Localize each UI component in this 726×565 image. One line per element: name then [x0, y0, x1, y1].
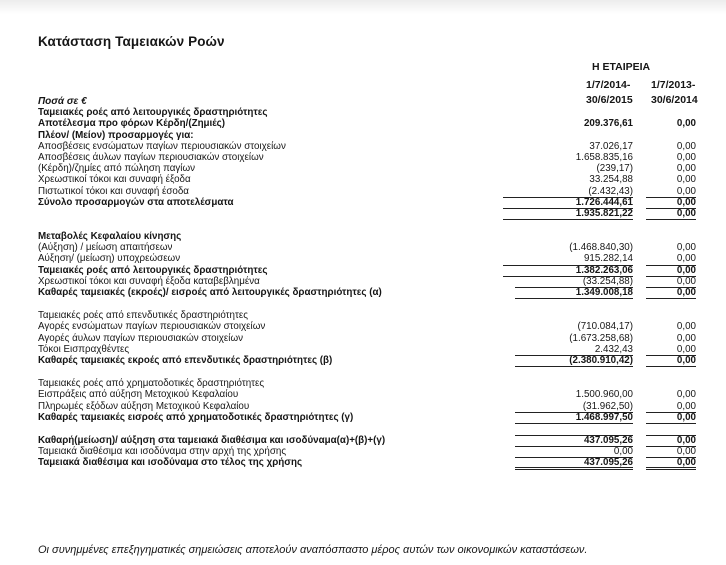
value-2014: 0,00	[676, 332, 696, 344]
table-row	[38, 242, 700, 253]
section-heading	[38, 231, 700, 242]
value-2015: (1.468.840,30)	[569, 242, 633, 254]
value-2014: 0,00	[676, 242, 696, 254]
period-2014-start: 1/7/2013-	[651, 79, 696, 91]
value-2015: 2.432,43	[594, 343, 633, 355]
section-heading	[38, 107, 700, 118]
value-2014: 0,00	[676, 321, 696, 333]
row-label: Καθαρή(μείωση)/ αύξηση στα ταμειακά διαθέσιμα και ισοδύναμα(α)+(β)+(γ)	[38, 434, 386, 446]
total-row	[38, 208, 700, 219]
value-2014: 0,00	[646, 355, 696, 366]
company-column-header: Η ΕΤΑΙΡΕΙΑ	[592, 61, 651, 73]
row-label: Τόκοι Εισπραχθέντες	[38, 343, 130, 355]
row-label: (Αύξηση) / μείωση απαιτήσεων	[38, 242, 173, 254]
row-label: Πληρωμές εξόδων αύξηση Μετοχικού Κεφαλαίου	[38, 400, 250, 412]
subtotal-row	[38, 265, 700, 276]
unit-label: Ποσά σε €	[38, 96, 87, 107]
value-2015: 1.658.835,16	[575, 151, 633, 163]
row-label: Πλέον/ (Μείον) προσαρμογές για:	[38, 129, 194, 141]
spacer	[38, 366, 700, 378]
net-change-row	[38, 435, 700, 446]
row-label: Αποσβέσεις άυλων παγίων περιουσιακών στοιχείων	[38, 151, 264, 163]
row-label: Καθαρές ταμειακές (εκροές)/ εισροές από λειτουργικές δραστηριότητες (α)	[38, 287, 382, 298]
value-2014: 0,00	[676, 253, 696, 265]
row-label: Σύνολο προσαρμογών στα αποτελέσματα	[38, 196, 234, 208]
row-label: Καθαρές ταμειακές εκροές από επενδυτικές δραστηριότητες (β)	[38, 354, 333, 366]
value-2015: 33.254,88	[589, 174, 633, 186]
table-row	[38, 253, 700, 264]
value-2015: (2.432,43)	[588, 185, 633, 197]
value-2015: (33.254,88)	[582, 275, 633, 287]
value-2015: 1.382.263,06	[503, 265, 633, 276]
value-2014: 0,00	[676, 140, 696, 152]
table-row	[38, 186, 700, 197]
row-label: Αύξηση/ (μείωση) υποχρεώσεων	[38, 253, 181, 265]
value-2014: 0,00	[676, 163, 696, 175]
value-2015: (710.084,17)	[577, 321, 633, 333]
value-2014: 0,00	[676, 151, 696, 163]
value-2014: 0,00	[646, 457, 696, 468]
row-label: Χρεωστικοί τόκοι και συναφή έξοδα	[38, 174, 191, 186]
period-2015-start: 1/7/2014-	[586, 79, 631, 91]
value-2015: 1.726.444,61	[503, 197, 633, 208]
row-label: Εισπράξεις από αύξηση Μετοχικού Κεφαλαίου	[38, 389, 239, 401]
spacer	[38, 298, 700, 310]
value-2014: 0,00	[646, 197, 696, 208]
value-2015: 915.282,14	[583, 253, 633, 265]
period-2014-end: 30/6/2014	[651, 94, 698, 106]
value-2014: 0,00	[676, 275, 696, 287]
section-heading	[38, 378, 700, 389]
top-shadow	[0, 0, 726, 14]
value-2015: (2.380.910,42)	[515, 355, 633, 366]
total-row	[38, 287, 700, 298]
total-row	[38, 355, 700, 366]
table-row	[38, 152, 700, 163]
footer-note: Οι συνημμένες επεξηγηματικές σημειώσεις αποτελούν αναπόσπαστο μέρος αυτών των οικονομικών καταστάσεων.	[38, 544, 588, 556]
spacer	[38, 423, 700, 435]
value-2014: 0,00	[676, 389, 696, 401]
value-2015: 1.500.960,00	[575, 389, 633, 401]
table-row	[38, 321, 700, 332]
table-row	[38, 163, 700, 174]
row-label: Αποτέλεσμα προ φόρων Κέρδη/(Ζημιές)	[38, 118, 226, 130]
value-2014: 0,00	[676, 446, 696, 458]
value-2014: 0,00	[676, 118, 696, 130]
row-label: Ταμειακές ροές από λειτουργικές δραστηριότητες	[38, 264, 268, 276]
value-2015: 1.468.997,50	[515, 412, 633, 423]
value-2015: 209.376,61	[583, 118, 633, 130]
value-2015: 1.935.821,22	[503, 208, 633, 219]
table-row	[38, 174, 700, 185]
spacer	[38, 219, 700, 231]
section-heading	[38, 130, 700, 141]
subtotal-row	[38, 197, 700, 208]
table-row	[38, 389, 700, 400]
table-row	[38, 333, 700, 344]
value-2014: 0,00	[676, 174, 696, 186]
value-2015: (1.673.258,68)	[569, 332, 633, 344]
row-label: Μεταβολές Κεφαλαίου κίνησης	[38, 231, 182, 243]
table-row	[38, 401, 700, 412]
value-2015: (239,17)	[596, 163, 633, 175]
row-label: (Κέρδη)/ζημίες από πώληση παγίων	[38, 163, 195, 175]
table-row	[38, 141, 700, 152]
value-2014: 0,00	[676, 400, 696, 412]
row-label: Ταμειακές ροές από λειτουργικές δραστηριότητες	[38, 107, 268, 119]
value-2015: 1.349.008,18	[515, 287, 633, 298]
value-2015: 437.095,26	[515, 435, 633, 446]
period-2015-end: 30/6/2015	[586, 94, 633, 106]
value-2015: (31.962,50)	[582, 400, 633, 412]
table-row	[38, 446, 700, 457]
value-2014: 0,00	[646, 287, 696, 298]
row-label: Χρεωστικοί τόκοι και συναφή έξοδα καταβεβλημένα	[38, 275, 260, 287]
row-label: Πιστωτικοί τόκοι και συναφή έσοδα	[38, 185, 189, 197]
row-label: Καθαρές ταμειακές εισροές από χρηματοδοτικές δραστηριότητες (γ)	[38, 411, 354, 423]
value-2014: 0,00	[676, 185, 696, 197]
row-label: Αποσβέσεις ενσώματων παγίων περιουσιακών στοιχείων	[38, 140, 286, 152]
table-row	[38, 276, 700, 287]
value-2014: 0,00	[646, 412, 696, 423]
value-2015: 0,00	[613, 446, 633, 458]
table-row	[38, 118, 700, 129]
value-2014: 0,00	[646, 265, 696, 276]
table-row	[38, 344, 700, 355]
row-label: Αγορές ενσώματων παγίων περιουσιακών στοιχείων	[38, 321, 266, 333]
row-label: Ταμειακές ροές από χρηματοδοτικές δραστηριότητες	[38, 378, 265, 390]
value-2014: 0,00	[646, 435, 696, 446]
row-label: Ταμειακά διαθέσιμα και ισοδύναμα στην αρχή της χρήσης	[38, 446, 287, 458]
statement-rows	[38, 96, 700, 468]
row-label: Ταμειακές ροές από επενδυτικές δραστηριότητες	[38, 310, 248, 322]
closing-balance-row	[38, 457, 700, 468]
unit-row	[38, 96, 700, 107]
value-2015: 37.026,17	[589, 140, 633, 152]
row-label: Αγορές άυλων παγίων περιουσιακών στοιχείων	[38, 332, 244, 344]
row-label: Ταμειακά διαθέσιμα και ισοδύναμα στο τέλος της χρήσης	[38, 457, 303, 469]
value-2015: 437.095,26	[515, 457, 633, 468]
section-heading	[38, 310, 700, 321]
total-row	[38, 412, 700, 423]
value-2014: 0,00	[646, 208, 696, 219]
statement-title: Κατάσταση Ταμειακών Ροών	[38, 34, 225, 49]
value-2014: 0,00	[676, 343, 696, 355]
